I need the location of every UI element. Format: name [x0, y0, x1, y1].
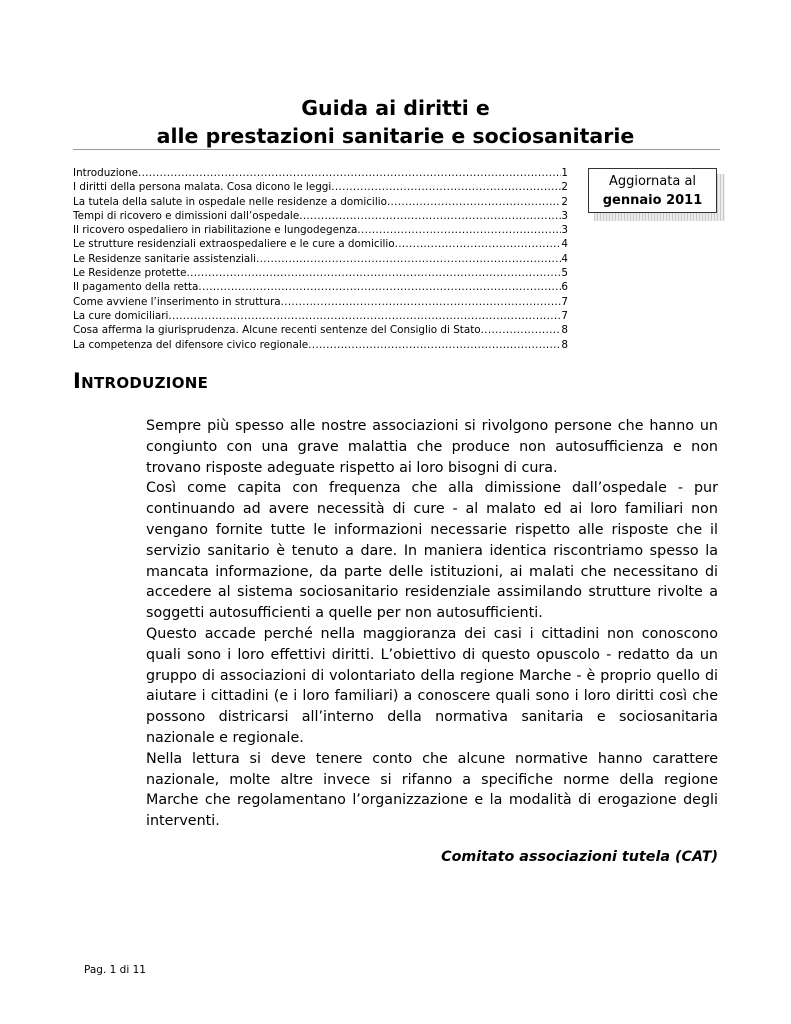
toc-entry[interactable]: [73, 323, 568, 337]
toc-entry-page: 4: [561, 252, 568, 265]
toc-entry-title: Introduzione: [73, 167, 138, 179]
section-heading: Introduzione: [73, 369, 209, 393]
table-of-contents: [73, 166, 568, 352]
toc-entry[interactable]: [73, 180, 568, 194]
toc-entry[interactable]: [73, 237, 568, 251]
toc-leader-dots: [168, 309, 561, 323]
badge-label: Aggiornata al: [608, 174, 697, 189]
title-line-2: alle prestazioni sanitarie e sociosanitarie: [156, 124, 635, 148]
toc-entry-title: I diritti della persona malata. Cosa dicono le leggi: [73, 181, 332, 194]
toc-leader-dots: [395, 237, 562, 251]
toc-entry-page: 2: [561, 181, 568, 194]
badge-date: gennaio 2011: [602, 192, 703, 208]
toc-leader-dots: [198, 280, 561, 294]
toc-entry-page: 4: [561, 238, 568, 251]
toc-entry-title: Le strutture residenziali extraospedaliere e le cure a domicilio: [73, 238, 395, 251]
toc-entry[interactable]: [73, 266, 568, 280]
toc-leader-dots: [299, 209, 561, 223]
toc-entry-title: Le Residenze protette: [73, 267, 187, 280]
toc-leader-dots: [481, 323, 562, 337]
toc-entry-title: La competenza del difensore civico regionale: [73, 338, 309, 351]
toc-entry[interactable]: [73, 209, 568, 223]
toc-entry-title: Cosa afferma la giurisprudenza. Alcune recenti sentenze del Consiglio di Stato: [73, 324, 481, 337]
toc-leader-dots: [256, 252, 561, 266]
toc-entry-title: Il pagamento della retta: [73, 281, 199, 294]
title-line-1: Guida ai diritti e: [301, 96, 490, 120]
toc-entry[interactable]: [73, 166, 568, 180]
toc-entry-page: 6: [561, 281, 568, 294]
toc-leader-dots: [387, 195, 561, 209]
toc-entry[interactable]: [73, 280, 568, 294]
toc-entry-title: Tempi di ricovero e dimissioni dall’ospedale: [73, 209, 300, 222]
toc-entry[interactable]: [73, 223, 568, 237]
toc-entry-page: 7: [561, 309, 568, 322]
toc-entry-title: La tutela della salute in ospedale nelle residenze a domicilio: [73, 195, 387, 208]
update-badge: [588, 168, 717, 213]
toc-entry-page: 3: [561, 224, 568, 237]
toc-entry-page: 8: [561, 324, 568, 337]
toc-leader-dots: [281, 295, 562, 309]
toc-leader-dots: [331, 180, 561, 194]
toc-entry[interactable]: [73, 295, 568, 309]
title-divider: [73, 149, 720, 150]
toc-entry[interactable]: [73, 309, 568, 323]
toc-entry-title: Come avviene l’inserimento in struttura: [73, 295, 281, 308]
toc-entry-page: 5: [561, 267, 568, 280]
paragraph: Sempre più spesso alle nostre associazioni si rivolgono persone che hanno un congiunto con una grave malattia che produce non autosufficienza e non trovano risposte adeguate rispetto ai loro bisogni di cura.: [146, 418, 718, 476]
toc-leader-dots: [138, 166, 561, 180]
toc-entry[interactable]: [73, 252, 568, 266]
toc-entry[interactable]: [73, 195, 568, 209]
paragraph: Nella lettura si deve tenere conto che alcune normative hanno carattere nazionale, molte altre invece si rifanno a specifiche norme della regione Marche che regolamentano l’organizzazione e la modalità di erogazione degli interventi.: [146, 750, 718, 830]
toc-entry-page: 8: [561, 338, 568, 351]
paragraph: Così come capita con frequenza che alla dimissione dall’ospedale - pur continuando ad avere necessità di cure - al malato ed ai loro familiari non vengano fornite tutte le informazioni necessarie rispetto alle risposte che il servizio sanitario è tenuto a dare. In maniera identica riscontriamo spesso la mancata informazione, da parte delle istituzioni, ai malati che necessitano di accedere al sistema sociosanitario residenziale assimilando strutture rivolte a soggetti autosufficienti a quelle per non autosufficienti.: [146, 480, 718, 622]
toc-entry-page: 2: [561, 195, 568, 208]
paragraph: Questo accade perché nella maggioranza dei casi i cittadini non conoscono quali sono i loro effettivi diritti. L’obiettivo di questo opuscolo - redatto da un gruppo di associazioni di volontariato della regione Marche - è proprio quello di aiutare i cittadini (e i loro familiari) a conoscere quali sono i loro diritti così che possono districarsi all’interno della normativa sanitaria e sociosanitaria nazionale e regionale.: [146, 625, 718, 746]
toc-entry[interactable]: [73, 338, 568, 352]
section-body: [146, 416, 718, 832]
toc-leader-dots: [186, 266, 561, 280]
toc-entry-page: 3: [561, 209, 568, 222]
document-title: [0, 94, 791, 150]
toc-leader-dots: [357, 223, 561, 237]
signature: Comitato associazioni tutela (CAT): [441, 849, 718, 865]
toc-leader-dots: [308, 338, 561, 352]
toc-entry-title: Le Residenze sanitarie assistenziali: [73, 252, 257, 265]
toc-entry-title: La cure domiciliari: [73, 309, 169, 322]
page-number: Pag. 1 di 11: [84, 964, 146, 976]
toc-entry-title: Il ricovero ospedaliero in riabilitazione e lungodegenza: [73, 224, 358, 237]
toc-entry-page: 7: [561, 295, 568, 308]
toc-entry-page: 1: [561, 167, 568, 179]
